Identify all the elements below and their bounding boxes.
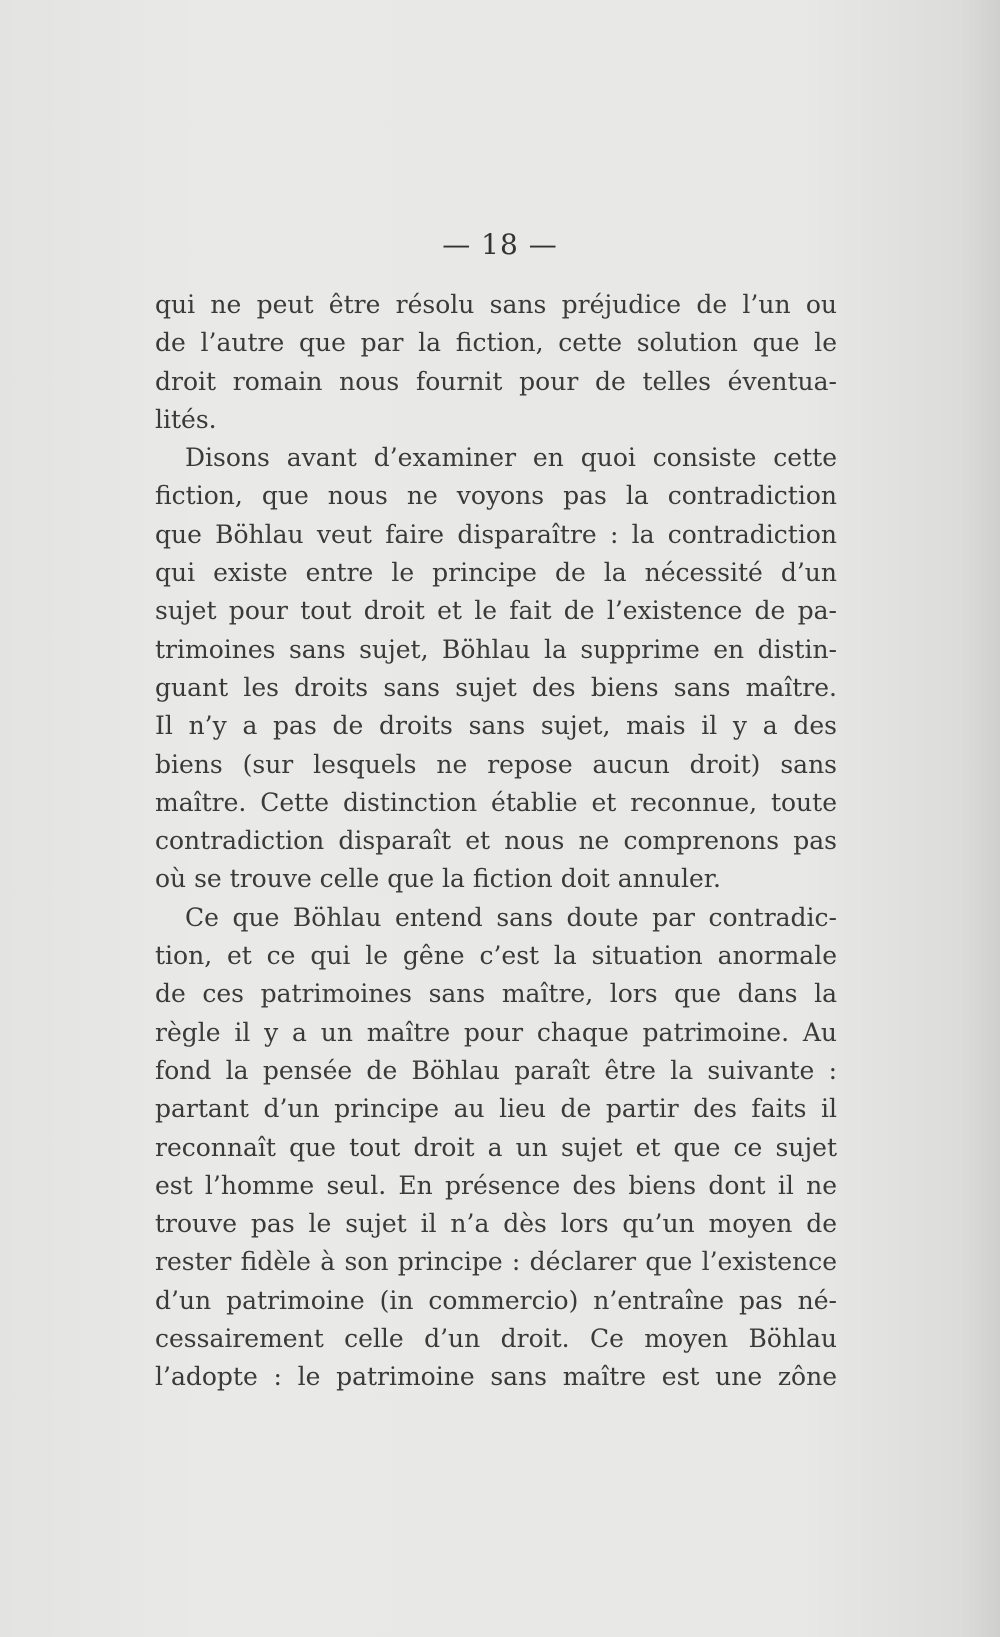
text-line: partant d’un principe au lieu de partir des faits il [155, 1094, 837, 1124]
text-line: fiction, que nous ne voyons pas la contradiction [155, 481, 837, 511]
body-text [155, 286, 837, 1397]
text-line: est l’homme seul. En présence des biens dont il ne [155, 1170, 837, 1200]
text-line: d’un patrimoine (in commercio) n’entraîne pas né- [155, 1285, 837, 1315]
page-number: — 18 — [442, 228, 558, 261]
text-line: trouve pas le sujet il n’a dès lors qu’un moyen de [155, 1209, 837, 1239]
text-line: qui ne peut être résolu sans préjudice de l’un ou [155, 290, 837, 319]
text-line: Ce que Böhlau entend sans doute par contradic- [185, 902, 837, 932]
text-line: fond la pensée de Böhlau paraît être la suivante : [155, 1055, 837, 1085]
text-line: rester fidèle à son principe : déclarer que l’existence [155, 1247, 837, 1277]
text-line: contradiction disparaît et nous ne comprenons pas [155, 826, 837, 856]
text-line: règle il y a un maître pour chaque patrimoine. Au [155, 1017, 837, 1047]
text-line: Il n’y a pas de droits sans sujet, mais il y a des [155, 711, 837, 741]
text-line: Disons avant d’examiner en quoi consiste cette [185, 443, 837, 473]
text-line: tion, et ce qui le gêne c’est la situation anormale [155, 941, 837, 971]
text-line: sujet pour tout droit et le fait de l’existence de pa- [155, 596, 837, 626]
text-line: reconnaît que tout droit a un sujet et que ce sujet [155, 1132, 837, 1162]
text-line: lités. [155, 404, 217, 434]
text-line: de ces patrimoines sans maître, lors que dans la [155, 979, 837, 1009]
text-line: maître. Cette distinction établie et reconnue, toute [155, 787, 837, 817]
text-line: biens (sur lesquels ne repose aucun droit) sans [155, 749, 837, 779]
text-line: droit romain nous fournit pour de telles éventua- [155, 366, 837, 396]
text-line: l’adopte : le patrimoine sans maître est une zône [155, 1362, 837, 1392]
text-line: cessairement celle d’un droit. Ce moyen Böhlau [155, 1324, 837, 1354]
text-line: qui existe entre le principe de la nécessité d’un [155, 558, 837, 588]
text-line: où se trouve celle que la fiction doit annuler. [155, 864, 721, 894]
text-line: trimoines sans sujet, Böhlau la supprime en distin- [155, 634, 837, 664]
text-line: que Böhlau veut faire disparaître : la contradiction [155, 519, 837, 549]
text-line: guant les droits sans sujet des biens sans maître. [155, 672, 837, 702]
text-line: de l’autre que par la fiction, cette solution que le [155, 328, 837, 358]
